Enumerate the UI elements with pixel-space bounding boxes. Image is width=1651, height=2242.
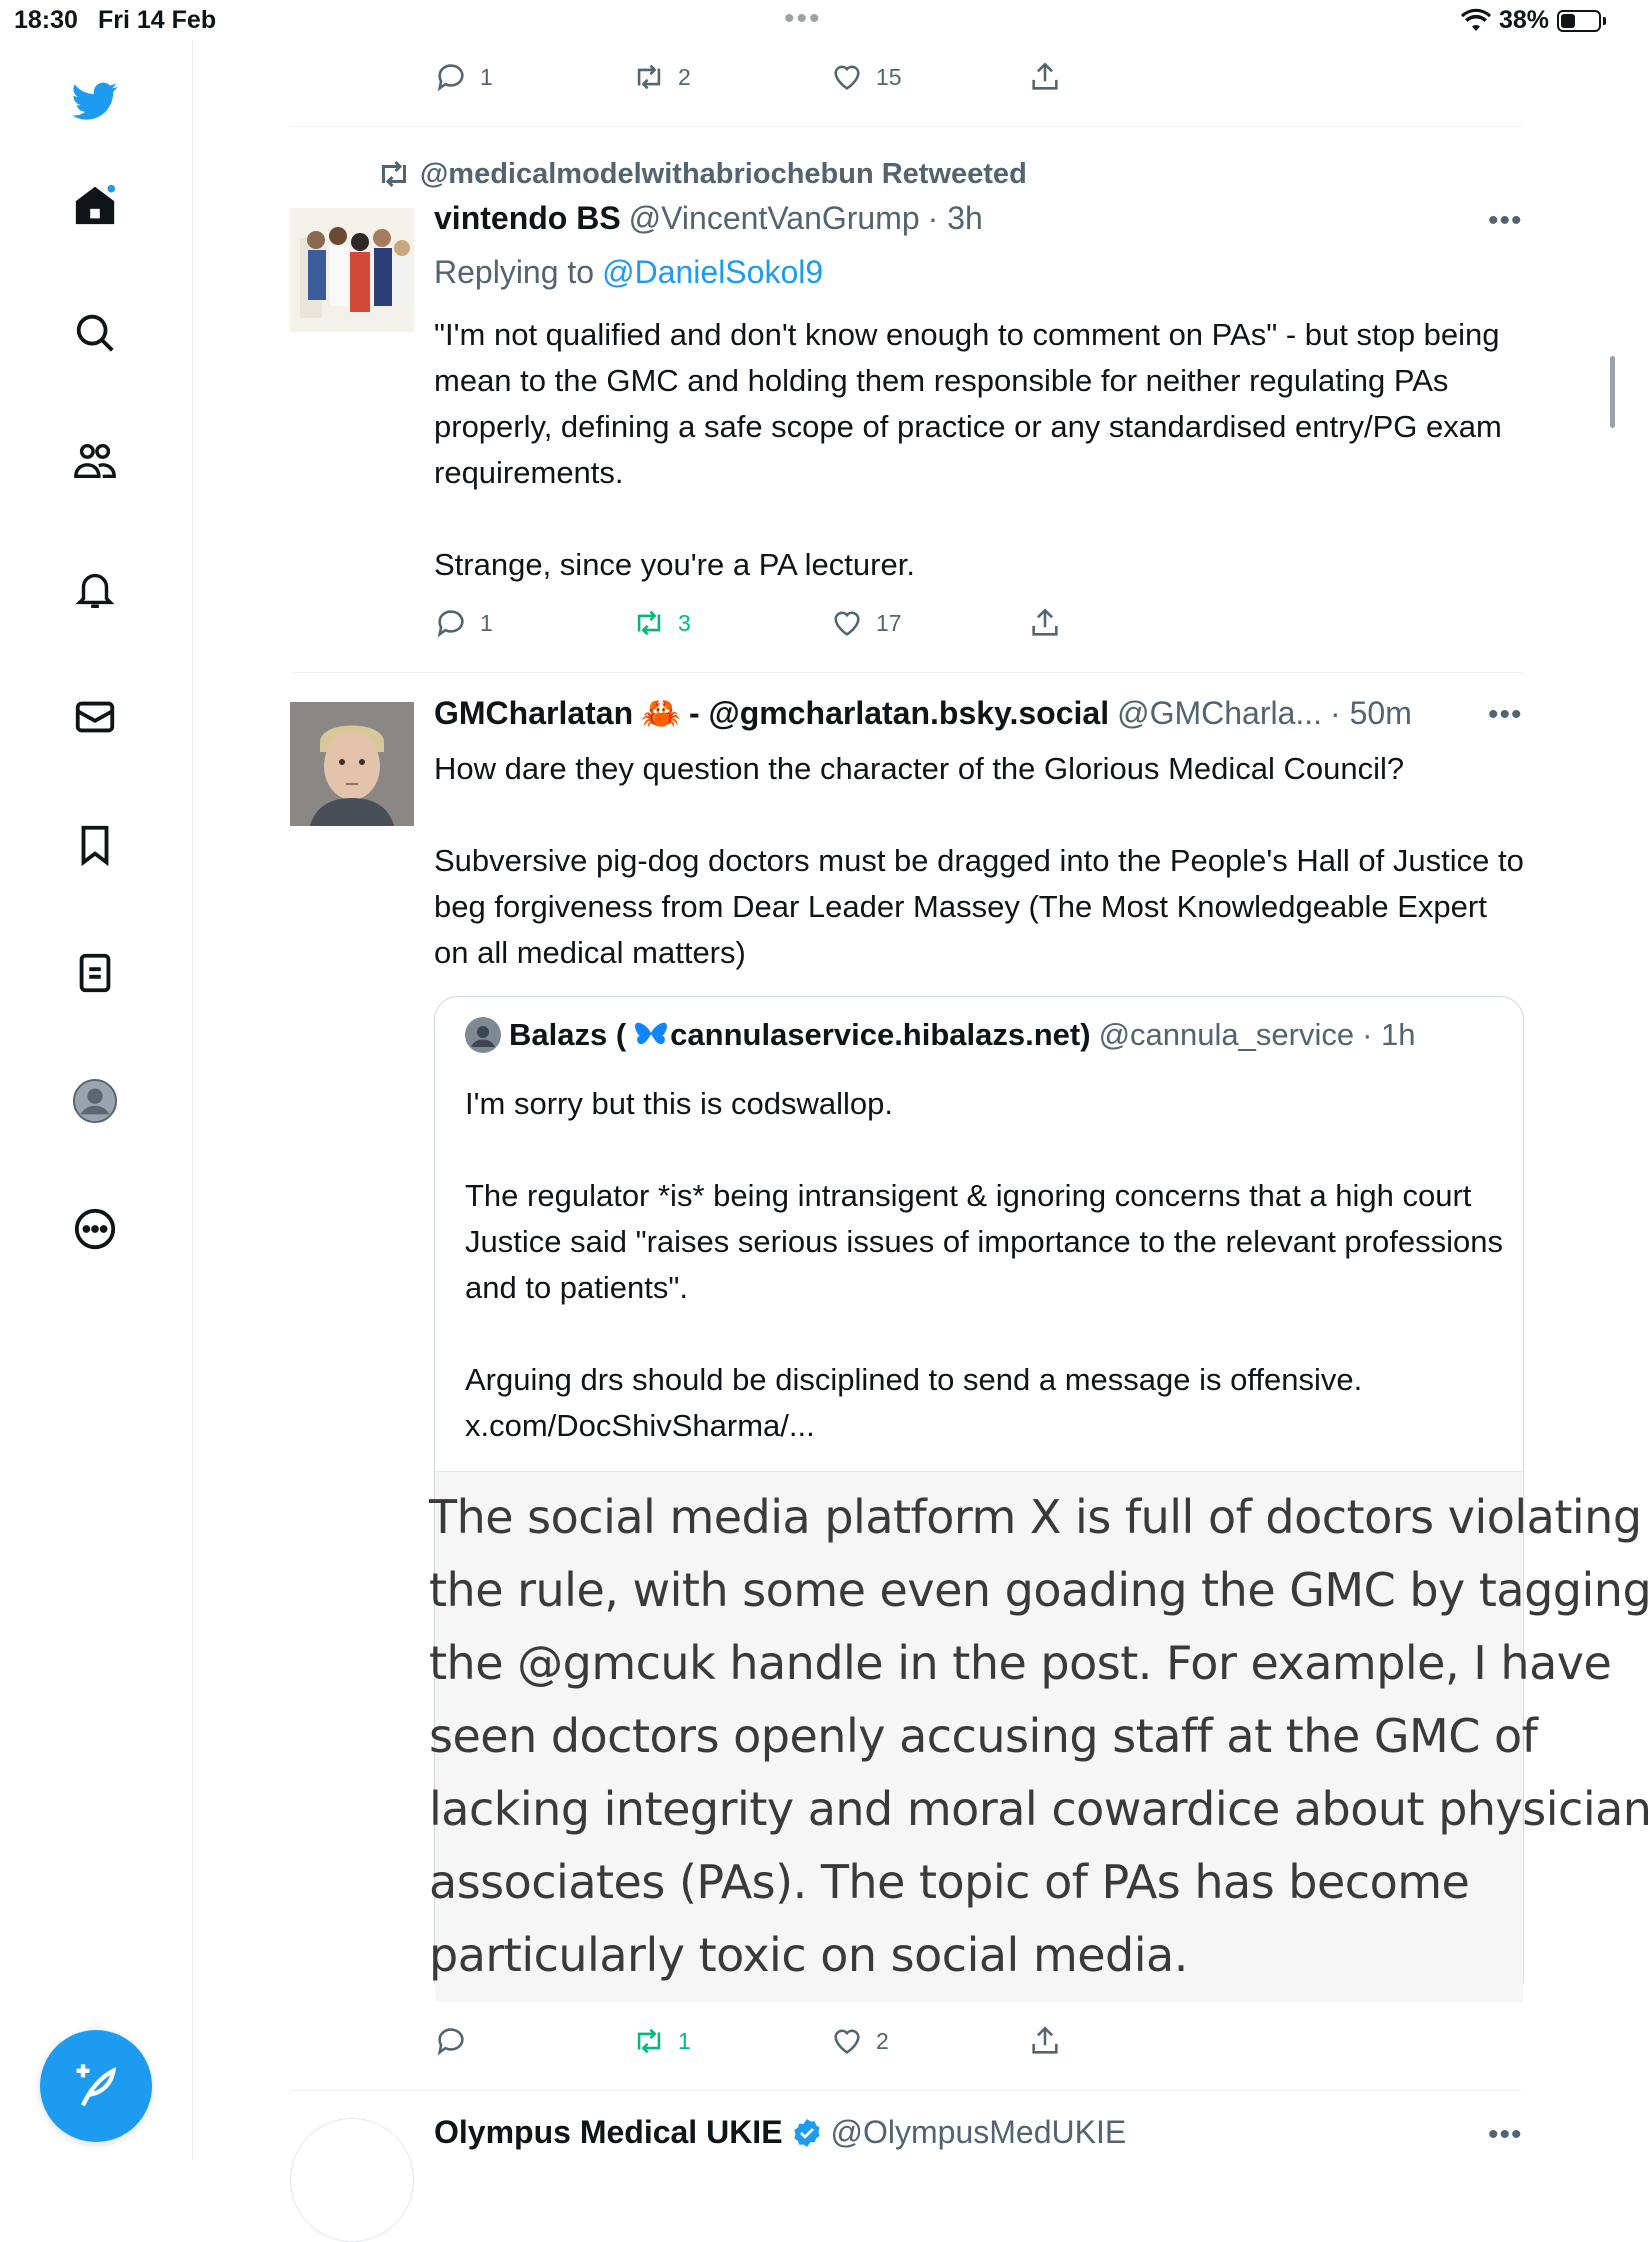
retweet-icon (632, 60, 666, 94)
avatar-vintendo[interactable] (290, 208, 414, 332)
quote-image-line: particularly toxic on social media. (429, 1928, 1188, 1982)
multitasking-dots[interactable]: ••• (784, 2, 822, 35)
tweet-more-button[interactable]: ••• (1488, 698, 1523, 731)
quote-tweet-card[interactable] (429, 996, 1651, 2002)
profile-avatar-icon[interactable] (60, 1066, 130, 1136)
heart-icon (830, 60, 864, 94)
twitter-logo-icon[interactable] (60, 66, 130, 136)
like-count: 2 (876, 2027, 889, 2054)
like-button[interactable] (830, 60, 1028, 94)
quote-image-line: the rule, with some even goading the GMC by tagging (429, 1563, 1651, 1617)
replying-to-handle[interactable]: @DanielSokol9 (602, 254, 824, 290)
author-handle[interactable]: @OlympusMedUKIE (830, 2114, 1127, 2150)
more-options-icon[interactable] (60, 1194, 130, 1264)
author-name[interactable]: Olympus Medical UKIE (434, 2114, 783, 2150)
replying-to-prefix: Replying to (434, 254, 595, 290)
author-handle[interactable]: @GMCharla... (1117, 694, 1323, 731)
share-button[interactable] (1028, 60, 1226, 94)
messages-envelope-icon[interactable] (60, 682, 130, 752)
quote-image-line: associates (PAs). The topic of PAs has become (429, 1855, 1470, 1909)
verified-badge-icon (791, 2117, 823, 2149)
reply-count: 1 (480, 609, 493, 636)
quote-header (465, 1017, 1416, 1053)
tweet-divider (290, 2090, 1522, 2091)
share-button[interactable] (1028, 2024, 1226, 2058)
crab-emoji-icon: 🦀 (641, 695, 681, 731)
tweet-actions (434, 606, 1226, 640)
quote-text: I'm sorry but this is codswallop. The regulator *is* being intransigent & ignoring concerns that a high court Justice said "raises serious issues of importance to the relevant professions and to patients". Arguing drs should be disciplined to send a message is offensive. x.com/DocShivSharma/... (465, 1086, 1503, 1443)
reply-button[interactable] (434, 60, 632, 94)
author-name[interactable]: GMCharlatan (434, 694, 634, 731)
tweet-header (434, 2114, 1126, 2151)
retweet-button[interactable] (632, 2024, 830, 2058)
quote-image-line: lacking integrity and moral cowardice about physician (429, 1782, 1651, 1836)
retweet-icon (632, 2024, 666, 2058)
quote-image-line: the @gmcuk handle in the post. For example, I have (429, 1636, 1612, 1690)
like-button[interactable] (830, 606, 1028, 640)
quote-time: · 1h (1362, 1017, 1416, 1052)
quote-media-image[interactable] (429, 1471, 1651, 2002)
wifi-icon (1461, 9, 1491, 33)
avatar-olympus[interactable] (290, 2118, 414, 2242)
retweet-count: 2 (678, 63, 691, 90)
quote-author-name[interactable]: Balazs ( (509, 1017, 627, 1052)
author-name-suffix[interactable]: - @gmcharlatan.bsky.social (688, 694, 1110, 731)
compose-feather-icon (70, 2060, 122, 2112)
tweet-header (434, 694, 1412, 732)
author-name[interactable]: vintendo BS (434, 200, 621, 236)
reply-icon (434, 60, 468, 94)
search-icon[interactable] (60, 298, 130, 368)
like-count: 17 (876, 609, 902, 636)
avatar-vintendo-image (290, 208, 414, 332)
battery-percent: 38% (1498, 6, 1549, 34)
home-icon[interactable] (60, 170, 130, 240)
replying-to-line (434, 254, 823, 291)
tweet-divider (290, 672, 1522, 673)
reply-icon (434, 606, 468, 640)
retweeted-by-text[interactable]: @medicalmodelwithabriochebun Retweeted (420, 157, 1027, 190)
tweet-time[interactable]: · 3h (927, 200, 983, 236)
quote-author-handle[interactable]: @cannula_service (1098, 1017, 1355, 1052)
reply-button[interactable] (434, 2024, 632, 2058)
sidebar (0, 40, 193, 2160)
tweet-time[interactable]: · 50m (1330, 694, 1412, 731)
quote-author-domain[interactable]: cannulaservice.hibalazs.net) (670, 1017, 1091, 1052)
retweeted-by-line (376, 156, 1027, 192)
scrollbar-thumb[interactable] (1610, 356, 1615, 428)
retweet-icon (632, 606, 666, 640)
avatar-gmcharlatan-image (290, 702, 414, 826)
reply-count: 1 (480, 63, 493, 90)
quote-image-line: The social media platform X is full of doctors violating (429, 1490, 1642, 1544)
bookmarks-icon[interactable] (60, 810, 130, 880)
share-icon (1028, 2024, 1062, 2058)
avatar-gmcharlatan[interactable] (290, 702, 414, 826)
tweet-actions (434, 2024, 1226, 2058)
reply-icon (434, 2024, 468, 2058)
retweet-count: 1 (678, 2027, 691, 2054)
share-icon (1028, 606, 1062, 640)
heart-icon (830, 606, 864, 640)
retweet-button[interactable] (632, 606, 830, 640)
author-handle[interactable]: @VincentVanGrump (628, 200, 920, 236)
battery-icon (1557, 10, 1601, 32)
battery-tip (1603, 17, 1606, 25)
status-date: Fri 14 Feb (98, 6, 217, 34)
quote-image-line: seen doctors openly accusing staff at the GMC of (429, 1709, 1538, 1763)
notifications-bell-icon[interactable] (60, 554, 130, 624)
heart-icon (830, 2024, 864, 2058)
lists-icon[interactable] (60, 938, 130, 1008)
reply-button[interactable] (434, 606, 632, 640)
quote-avatar-icon (465, 1017, 501, 1053)
tweet-divider (290, 126, 1522, 127)
share-icon (1028, 60, 1062, 94)
tweet-more-button[interactable]: ••• (1488, 204, 1523, 237)
status-time: 18:30 (14, 6, 78, 34)
retweet-button[interactable] (632, 60, 830, 94)
tweet-text: "I'm not qualified and don't know enough to comment on PAs" - but stop being mean to the GMC and holding them responsible for neither regulating PAs properly, defining a safe scope of practice or any standardised entry/PG exam requirements. Strange, since you're a PA lecturer. (434, 317, 1502, 582)
communities-icon[interactable] (60, 426, 130, 496)
like-count: 15 (876, 63, 902, 90)
tweet-more-button[interactable]: ••• (1488, 2118, 1523, 2151)
butterfly-icon (634, 1020, 668, 1050)
like-button[interactable] (830, 2024, 1028, 2058)
status-bar (0, 0, 1620, 40)
tweet-actions (434, 60, 1226, 94)
tweet-text: How dare they question the character of the Glorious Medical Council? Subversive pig-dog doctors must be dragged into the People's Hall of Justice to beg forgiveness from Dear Leader Massey (The Most Knowledgeable Expert on all medical matters) (434, 751, 1524, 970)
compose-post-button[interactable] (40, 2030, 152, 2142)
share-button[interactable] (1028, 606, 1226, 640)
retweet-small-icon (376, 156, 412, 192)
status-right (1461, 6, 1606, 35)
retweet-count: 3 (678, 609, 691, 636)
tweet-header (434, 200, 983, 237)
